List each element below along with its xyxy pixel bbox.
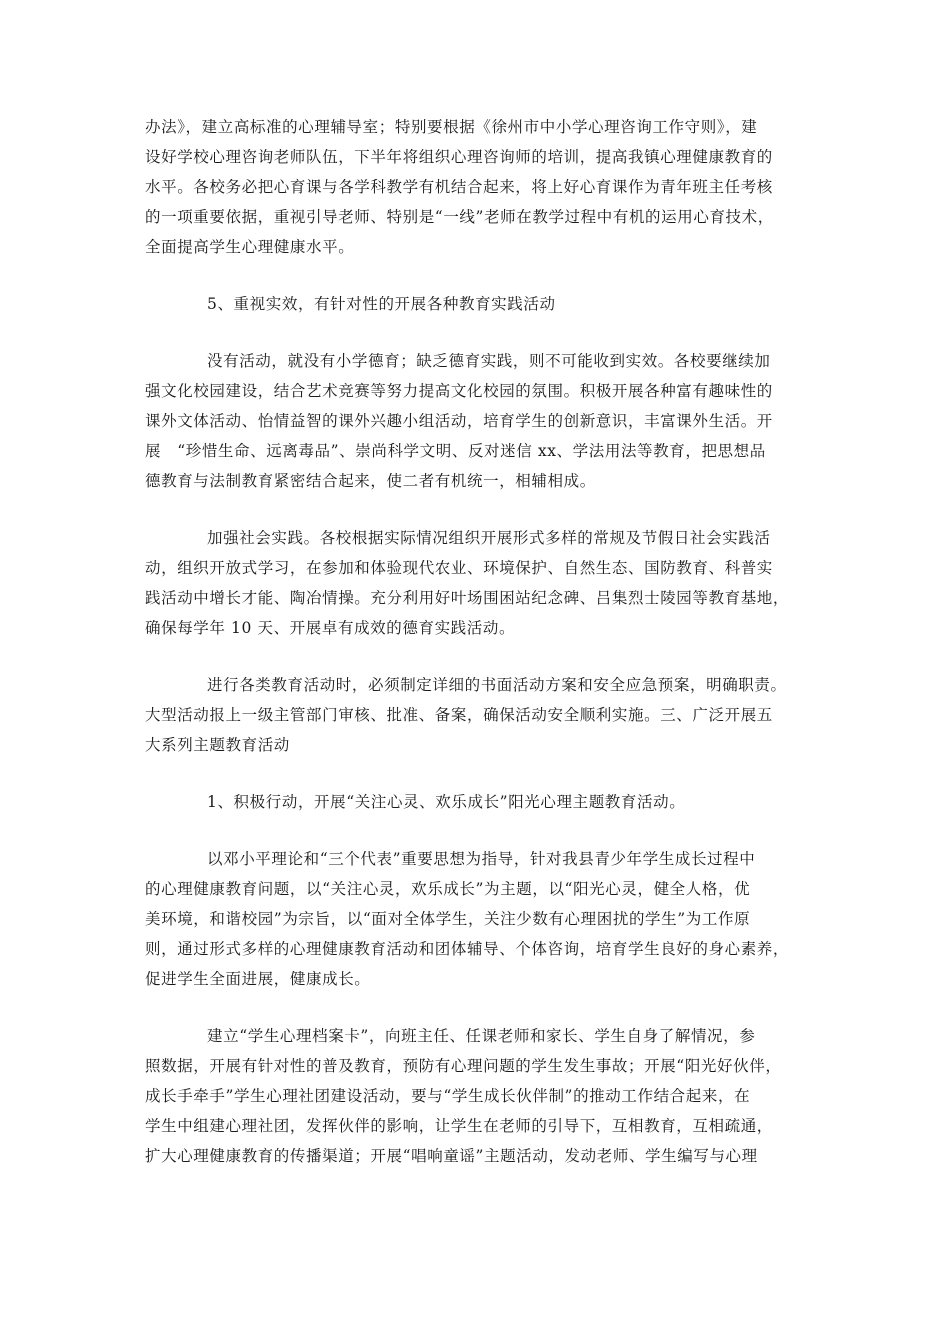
paragraph-psychology-archive [145,1021,805,1171]
text-line: 水平。各校务必把心育课与各学科教学有机结合起来，将上好心育课作为青年班主任考核 [145,178,773,196]
text-line: 课外文体活动、怡情益智的课外兴趣小组活动，培育学生的创新意识，丰富课外生活。开 [145,412,773,430]
text-line: 促进学生全面进展，健康成长。 [145,970,371,988]
text-line: 强文化校园建设，结合艺术竞赛等努力提高文化校园的氛围。积极开展各种富有趣味性的 [145,382,773,400]
text-line: 学生中组建心理社团，发挥伙伴的影响，让学生在老师的引导下，互相教育，互相疏通， [145,1117,773,1135]
text-line: 照数据，开展有针对性的普及教育，预防有心理问题的学生发生事故；开展“阳光好伙伴， [145,1057,782,1075]
text-line: 的心理健康教育问题，以“关注心灵，欢乐成长”为主题，以“阳光心灵，健全人格，优 [145,880,751,898]
text-line: 展 “珍惜生命、远离毒品”、崇尚科学文明、反对迷信 xx、学法用法等教育，把思想品 [145,442,766,460]
text-line: 扩大心理健康教育的传播渠道；开展“唱响童谣”主题活动，发动老师、学生编写与心理 [145,1147,758,1165]
section-heading-sunshine-psychology [145,787,805,817]
paragraph-guiding-principle [145,844,805,994]
text-line: 的一项重要依据，重视引导老师、特别是“一线”老师在教学过程中有机的运用心育技术， [145,208,774,226]
text-line: 动，组织开放式学习，在参加和体验现代农业、环境保护、自然生态、国防教育、科普实 [145,559,773,577]
paragraph-counseling-staff [145,112,805,262]
text-line: 大系列主题教育活动 [145,736,290,754]
text-line: 没有活动，就没有小学德育；缺乏德育实践，则不可能收到实效。各校要继续加 [207,352,771,370]
document-body [145,112,805,1198]
section-heading-practice-activities [145,289,805,319]
text-line: 德教育与法制教育紧密结合起来，使二者有机统一，相辅相成。 [145,472,596,490]
text-line: 设好学校心理咨询老师队伍，下半年将组织心理咨询师的培训，提高我镇心理健康教育的 [145,148,773,166]
heading-line: 5、重视实效，有针对性的开展各种教育实践活动 [207,295,556,313]
text-line: 办法》，建立高标准的心理辅导室；特别要根据《徐州市中小学心理咨询工作守则》，建 [145,118,758,136]
paragraph-social-practice [145,523,805,643]
paragraph-moral-practice [145,346,805,496]
text-line: 美环境，和谐校园”为宗旨，以“面对全体学生，关注少数有心理困扰的学生”为工作原 [145,910,751,928]
text-line: 践活动中增长才能、陶冶情操。充分利用好叶场围困站纪念碑、吕集烈士陵园等教育基地， [145,589,790,607]
text-line: 加强社会实践。各校根据实际情况组织开展形式多样的常规及节假日社会实践活 [207,529,771,547]
text-line: 全面提高学生心理健康水平。 [145,238,355,256]
text-line: 则，通过形式多样的心理健康教育活动和团体辅导、个体咨询，培育学生良好的身心素养， [145,940,790,958]
text-line: 进行各类教育活动时，必须制定详细的书面活动方案和安全应急预案，明确职责。 [207,676,787,694]
text-line: 大型活动报上一级主管部门审核、批准、备案，确保活动安全顺利实施。三、广泛开展五 [145,706,773,724]
text-line: 以邓小平理论和“三个代表”重要思想为指导，针对我县青少年学生成长过程中 [207,850,756,868]
text-line: 成长手牵手”学生心理社团建设活动，要与“学生成长伙伴制”的推动工作结合起来，在 [145,1087,751,1105]
text-line: 建立“学生心理档案卡”，向班主任、任课老师和家长、学生自身了解情况，参 [207,1027,756,1045]
text-line: 确保每学年 10 天、开展卓有成效的德育实践活动。 [145,619,516,637]
paragraph-safety-plan [145,670,805,760]
heading-line: 1、积极行动，开展“关注心灵、欢乐成长”阳光心理主题教育活动。 [207,793,686,811]
